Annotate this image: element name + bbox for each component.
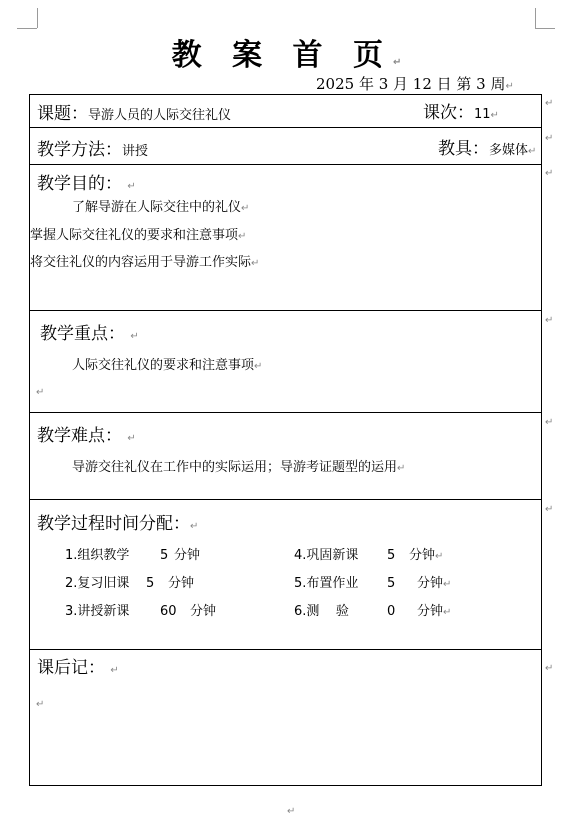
paragraph-mark: ↵	[130, 331, 139, 342]
date-text: 2025 年 3 月 12 日 第 3 周	[316, 75, 506, 93]
paragraph-mark: ↵	[127, 181, 136, 192]
page-end-mark: ↵	[287, 806, 296, 817]
page-title-text: 教 案 首 页	[171, 38, 393, 73]
row-end-mark: ↵	[545, 417, 554, 428]
row-end-mark: ↵	[545, 133, 554, 144]
method-value: 讲授	[122, 144, 149, 159]
lesson-plan-table	[29, 94, 542, 786]
objective-item: 了解导游在人际交往中的礼仪↵	[72, 200, 250, 215]
page-title	[0, 30, 583, 74]
paragraph-mark: ↵	[443, 607, 452, 618]
paragraph-mark: ↵	[110, 665, 119, 676]
crop-mark-top-right-v	[535, 8, 536, 28]
paragraph-mark: ↵	[254, 361, 263, 372]
difficulties-row	[30, 413, 541, 500]
topic-value: 导游人员的人际交往礼仪	[88, 108, 232, 123]
tools-field	[438, 134, 536, 159]
tools-value: 多媒体	[489, 143, 529, 158]
lesson-number-field	[423, 98, 499, 123]
topic-label: 课题：	[37, 104, 88, 124]
empty-paragraph: ↵	[36, 699, 45, 710]
paragraph-mark: ↵	[505, 81, 514, 92]
lesson-number-value: 11	[474, 107, 491, 122]
crop-mark-top-left-h	[17, 28, 37, 29]
process-label: 教学过程时间分配：↵	[37, 514, 199, 534]
paragraph-mark: ↵	[190, 521, 199, 532]
row-end-mark: ↵	[545, 663, 554, 674]
process-item: 1.组织教学 5 分钟	[65, 548, 201, 563]
paragraph-mark: ↵	[238, 231, 247, 242]
method-row	[30, 128, 541, 165]
empty-paragraph: ↵	[36, 387, 45, 398]
objective-item: 掌握人际交往礼仪的要求和注意事项↵	[30, 228, 247, 243]
process-item: 5.布置作业 5 分钟↵	[294, 576, 452, 591]
paragraph-mark: ↵	[241, 203, 250, 214]
process-item: 6.测 验 0 分钟↵	[294, 604, 452, 619]
row-end-mark: ↵	[545, 504, 554, 515]
key-points-text: 人际交往礼仪的要求和注意事项↵	[72, 358, 263, 373]
process-row	[30, 500, 541, 650]
key-points-label: 教学重点： ↵	[40, 324, 139, 344]
method-label: 教学方法：	[37, 140, 122, 160]
row-end-mark: ↵	[545, 315, 554, 326]
paragraph-mark: ↵	[490, 110, 499, 121]
objective-item: 将交往礼仪的内容运用于导游工作实际↵	[30, 255, 260, 270]
key-points-row	[30, 311, 541, 413]
process-item: 3.讲授新课 60 分钟	[65, 604, 217, 619]
paragraph-mark: ↵	[127, 433, 136, 444]
paragraph-mark: ↵	[251, 258, 260, 269]
paragraph-mark: ↵	[528, 146, 537, 157]
lesson-number-label: 课次：	[423, 103, 474, 123]
row-end-mark: ↵	[545, 98, 554, 109]
topic-field	[37, 99, 231, 124]
tools-label: 教具：	[438, 139, 489, 159]
paragraph-mark: ↵	[392, 57, 412, 68]
paragraph-mark: ↵	[443, 579, 452, 590]
difficulties-label: 教学难点： ↵	[37, 426, 136, 446]
paragraph-mark: ↵	[435, 551, 444, 562]
objectives-label: 教学目的： ↵	[37, 174, 136, 194]
afterword-row	[30, 650, 541, 785]
topic-row	[30, 95, 541, 128]
crop-mark-top-right-h	[535, 28, 555, 29]
afterword-label: 课后记： ↵	[37, 658, 119, 678]
objectives-row	[30, 165, 541, 311]
method-field	[37, 135, 148, 160]
crop-mark-top-left-v	[37, 8, 38, 28]
difficulties-text: 导游交往礼仪在工作中的实际运用；导游考证题型的运用↵	[72, 460, 406, 475]
paragraph-mark: ↵	[397, 463, 406, 474]
row-end-mark: ↵	[545, 168, 554, 179]
date-line	[316, 73, 514, 94]
process-item: 4.巩固新课 5 分钟↵	[294, 548, 444, 563]
process-item: 2.复习旧课 5 分钟	[65, 576, 195, 591]
